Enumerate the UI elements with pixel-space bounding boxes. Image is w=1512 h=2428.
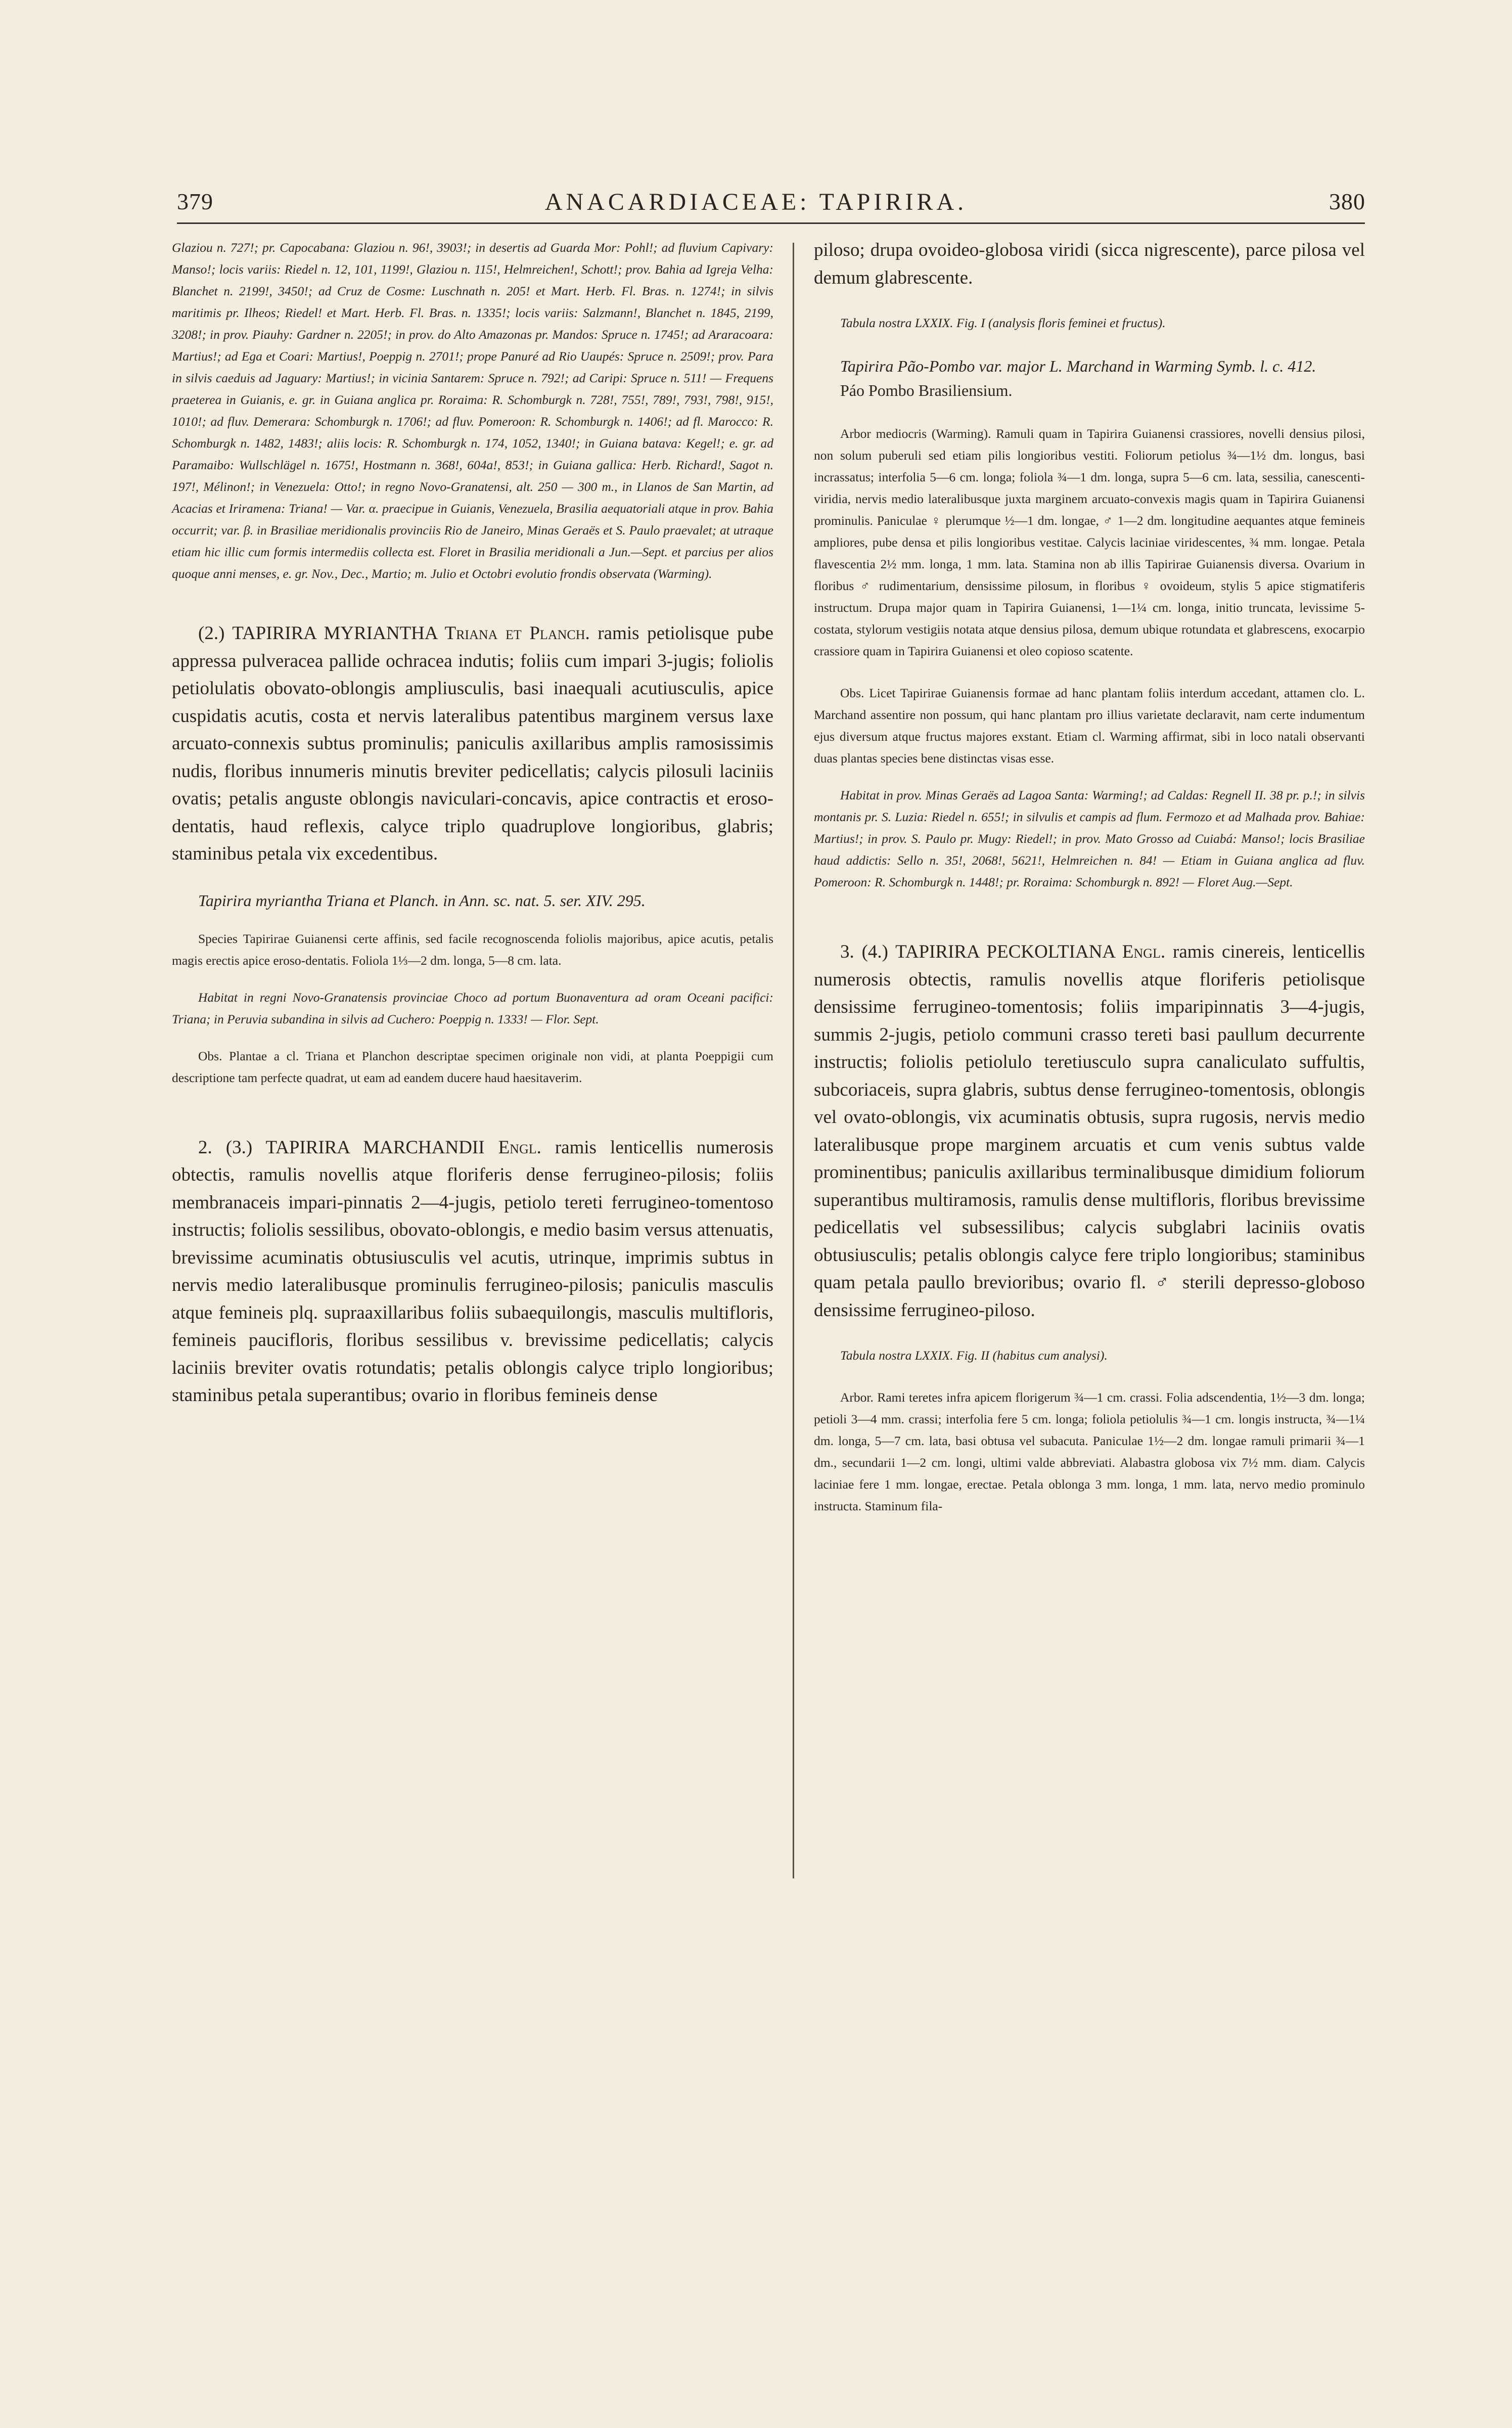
variety-habitat: Habitat in prov. Minas Geraës ad Lagoa Santa: Warming!; ad Caldas: Regnell II. 38 pr. p.!; in silvis montanis pr. S. Luzia: Riedel n. 655!; in silvulis et campis ad flum. Fermozo et ad Malhada prov. Bahiae: Martius!; in prov. S. Paulo pr. Mugy: Riedel!; in prov. Mato Grosso ad Cuiabá: Manso!; locis Brasiliae haud addictis: Sello n. 35!, 2068!, 5621!, Helmreichen n. 84! — Etiam in Guiana anglica ad fluv. Pomeroon: R. Schomburgk n. 1448!; pr. Roraima: Schomburgk n. 892! — Floret Aug.—Sept. bbox=[814, 788, 1365, 889]
habitat-continuation: Glaziou n. 727!; pr. Capocabana: Glaziou n. 96!, 3903!; in desertis ad Guarda Mor: Pohl!; ad fluvium Capivary: Manso!; locis variis: Riedel n. 12, 101, 1199!, Glaziou n. 115!, Helmreichen!, Schott!; prov. Bahia ad Igreja Velha: Blanchet n. 2199!, 3450!; ad Cruz de Cosme: Luschnath n. 205! et Mart. Herb. Fl. Bras. n. 1274!; in silvis maritimis pr. Ilheos; Riedel! et Mart. Herb. Fl. Bras. n. 1335!; locis variis: Salzmann!, Blanchet n. 1845, 2199, 3208!; in prov. Piauhy: Gardner n. 2205!; in prov. do Alto Amazonas pr. Mandos: Spruce n. 1745!; ad Araracoara: Martius!; ad Ega et Coari: Martius!, Poeppig n. 2701!; prope Panuré ad Rio Uaupés: Spruce n. 2509!; prov. Para in silvis caeduis ad Jaguary: Martius!; in vicinia Santarem: Spruce n. 792!; ad Caripi: Spruce n. 511! — Frequens praeterea in Guianis, e. gr. in Guiana anglica pr. Roraima: R. Schomburgk n. 728!, 755!, 789!, 793!, 798!, 915!, 1010!; ad fluv. Demerara: Schomburgk n. 1706!; ad fluv. Pomeroon: R. Schomburgk n. 1406!; ad fl. Marocco: R. Schomburgk n. 1482, 1483!; aliis locis: R. Schomburgk n. 174, 1052, 1340!; in Guiana batava: Kegel!; e. gr. ad Paramaibo: Wullschlägel n. 1675!, Hostmann n. 368!, 604a!, 853!; in Guiana gallica: Herb. Richard!, Sagot n. 197!, Mélinon!; in Venezuela: Otto!; in regno Novo-Granatensi, alt. 250 — 300 m., in Llanos de San Martin, ad Acacias et Iriramena: Triana! — Var. α. praecipue in Guianis, Venezuela, Brasilia aequatoriali atque in prov. Bahia occurrit; var. β. in Brasiliae meridionalis provinciis Rio de Janeiro, Minas Geraës et S. Paulo praevalet; at utraque etiam hic illic cum formis intermediis collecta est. Floret in Brasilia meridionali a Jun.—Sept. et parcius per alios quoque anni menses, e. gr. Nov., Dec., Martio; m. Julio et Octobri evolutio frondis observata (Warming). bbox=[172, 240, 773, 581]
page-number-right: 380 bbox=[1329, 189, 1365, 214]
myriantha-description: ramis petiolisque pube appressa pulveracea pallide ochracea indutis; foliis cum impari 3-jugis; foliolis petiolulatis obovato-oblongis ampliusculis, basi inaequali acutiusculis, apice cuspidatis acutis, costa et nervis lateralibus patentibus marginem versus laxe arcuato-connexis subtus prominulis; paniculis axillaribus amplis ramosissimis nudis, floribus innumeris minutis breviter pedicellatis; calycis pilosuli laciniis ovatis; petalis anguste oblongis naviculari-concavis, apice contractis et eroso-dentatis, haud reflexis, calyce triplo quadruplove longioribus, glabris; staminibus petala vix excedentibus. bbox=[172, 623, 773, 864]
peckoltiana-heading: 3. (4.) TAPIRIRA PECKOLTIANA Engl. bbox=[840, 941, 1166, 962]
left-column bbox=[172, 237, 773, 1410]
marchandii-continuation: piloso; drupa ovoideo-globosa viridi (sicca nigrescente), parce pilosa vel demum glabrescente. bbox=[814, 240, 1365, 288]
myriantha-obs: Obs. Plantae a cl. Triana et Planchon descriptae specimen originale non vidi, at planta Poeppigii cum descriptione tam perfecte quadrat, ut eam ad eandem ducere haud haesitaverim. bbox=[172, 1048, 773, 1085]
tabula-reference-1: Tabula nostra LXXIX. Fig. I (analysis floris feminei et fructus). bbox=[840, 316, 1166, 330]
page-number-left: 379 bbox=[177, 189, 213, 214]
myriantha-heading: (2.) TAPIRIRA MYRIANTHA Triana et Planch. bbox=[198, 623, 590, 644]
tabula-reference-2: Tabula nostra LXXIX. Fig. II (habitus cum analysi). bbox=[840, 1348, 1108, 1363]
variety-obs: Obs. Licet Tapirirae Guianensis formae ad hanc plantam foliis interdum accedant, attamen clo. L. Marchand assentire non possum, qui hanc plantam pro illius varietate declaravit, nam certe indumentum ejus diversum atque fructus majores exstant. Etiam cl. Warming affirmat, sibi in loco natali observanti duas plantas species bene distinctas visas esse. bbox=[814, 686, 1365, 766]
variety-description: Arbor mediocris (Warming). Ramuli quam in Tapirira Guianensi crassiores, novelli densius pilosi, non solum puberuli sed etiam pilis longioribus vestiti. Foliorum petiolus ¾—1½ dm. longus, basi incrassatus; interfolia 5—6 cm. longa; foliola ¾—1 dm. longa, supra 5—6 cm. lata, sessilia, canescenti-viridia, nervis medio lateralibusque juxta marginem arcuato-convexis magis quam in Tapirira Guianensi prominulis. Paniculae ♀ plerumque ½—1 dm. longae, ♂ 1—2 dm. longitudine aequantes atque femineis ampliores, pube densa et pilis longioribus vestitae. Calycis laciniae viridescentes, ¾ mm. longae. Petala flavescentia 2½ mm. longa, 1 mm. lata. Stamina non ab illis Tapirirae Guianensis diversa. Ovarium in floribus ♂ rudimentarium, densissime pilosum, in floribus ♀ ovoideum, stylis 5 apice stigmatiferis instructum. Drupa major quam in Tapirira Guianensi, 1—1¼ cm. longa, initio truncata, levissime 5-costata, stylorum vestigiis notata atque densius pilosa, demum ubique rotundata et glabrescens, exocarpio crassiore quam in Tapirira Guianensi et oleo copioso scatente. bbox=[814, 426, 1365, 658]
header-rule bbox=[177, 222, 1365, 224]
right-column bbox=[814, 237, 1365, 1517]
myriantha-entry bbox=[172, 620, 773, 868]
peckoltiana-description: ramis cinereis, lenticellis numerosis obtectis, ramulis novellis atque floriferis petiolisque densissime ferrugineo-tomentosis; foliis imparipinnatis 3—4-jugis, summis 2-jugis, petiolo communi crasso tereti basi paullum decurrente instructis; foliolis petiolulo teretiusculo supra canaliculato suffultis, subcoriaceis, supra glabris, subtus dense ferrugineo-tomentosis, oblongis vel ovato-oblongis, vix acuminatis obtusis, supra rugosis, nervis medio lateralibusque prope marginem arcuatis et cum venis subtus valde prominentibus; paniculis axillaribus terminalibusque dimidium foliorum superantibus multiramosis, ramulis dense multifloris, floribus brevissime pedicellatis vel subsessilibus; calycis subglabri laciniis ovatis obtusiusculis; petalis oblongis calyce fere triplo longioribus; staminibus quam petala paullo brevioribus; ovario fl. ♂ sterili depresso-globoso densissime ferrugineo-piloso. bbox=[814, 941, 1365, 1321]
myriantha-note: Species Tapirirae Guianensi certe affinis, sed facile recognoscenda foliolis majoribus, apice acutis, petalis magis erectis apice eroso-dentatis. Foliola 1⅓—2 dm. longa, 5—8 cm. lata. bbox=[172, 931, 773, 968]
column-divider bbox=[793, 243, 794, 1878]
variety-name: Tapirira Pão-Pombo var. major L. Marchand in Warming Symb. l. c. 412. bbox=[840, 357, 1316, 375]
peckoltiana-entry bbox=[814, 938, 1365, 1324]
page-header bbox=[0, 188, 1512, 218]
running-title: ANACARDIACEAE: TAPIRIRA. bbox=[544, 189, 968, 215]
marchandii-heading: 2. (3.) TAPIRIRA MARCHANDII Engl. bbox=[198, 1137, 541, 1158]
marchandii-description: ramis lenticellis numerosis obtectis, ramulis novellis atque floriferis dense ferrugineo-pilosis; foliis membranaceis impari-pinnatis 2—4-jugis, petiolo tereti ferrugineo-tomentoso instructis; foliolis sessilibus, obovato-oblongis, e medio basim versus attenuatis, brevissime acuminatis obtusiusculis vel acutis, utrinque, imprimis subtus in nervis medio lateralibusque prominulis ferrugineo-pilosis; paniculis masculis atque femineis plq. supraaxillaribus foliis subaequilongis, masculis multifloris, femineis paucifloris, floribus sessilibus v. brevissime pedicellatis; calycis laciniis breviter ovatis rotundatis; petalis oblongis calyce triplo longioribus; staminibus petala superantibus; ovario in floribus femineis dense bbox=[172, 1137, 773, 1406]
myriantha-citation: Tapirira myriantha Triana et Planch. in Ann. sc. nat. 5. ser. XIV. 295. bbox=[198, 891, 646, 910]
myriantha-habitat: Habitat in regni Novo-Granatensis provinciae Choco ad portum Buonaventura ad oram Oceani pacifici: Triana; in Peruvia subandina in silvis ad Cuchero: Poeppig n. 1333! — Flor. Sept. bbox=[172, 990, 773, 1026]
marchandii-entry bbox=[172, 1134, 773, 1410]
peckoltiana-detail: Arbor. Rami teretes infra apicem florigerum ¾—1 cm. crassi. Folia adscendentia, 1½—3 dm. longa; petioli 3—4 mm. crassi; interfolia fere 5 cm. longa; foliola petiolulis ¾—1 cm. longis instructa, ¾—1¼ dm. longa, 5—7 cm. lata, basi obtusa vel subacuta. Paniculae 1½—2 dm. longae ramuli primarii ¾—1 dm., secundarii 1—2 cm. longi, ultimi valde abbreviati. Alabastra globosa vix 7½ mm. diam. Calycis laciniae fere 1 mm. longae, erectae. Petala oblonga 3 mm. longa, 1 mm. lata, nervo medio prominulo instructa. Staminum fila- bbox=[814, 1390, 1365, 1513]
vernacular-name: Páo Pombo Brasiliensium. bbox=[840, 381, 1013, 399]
